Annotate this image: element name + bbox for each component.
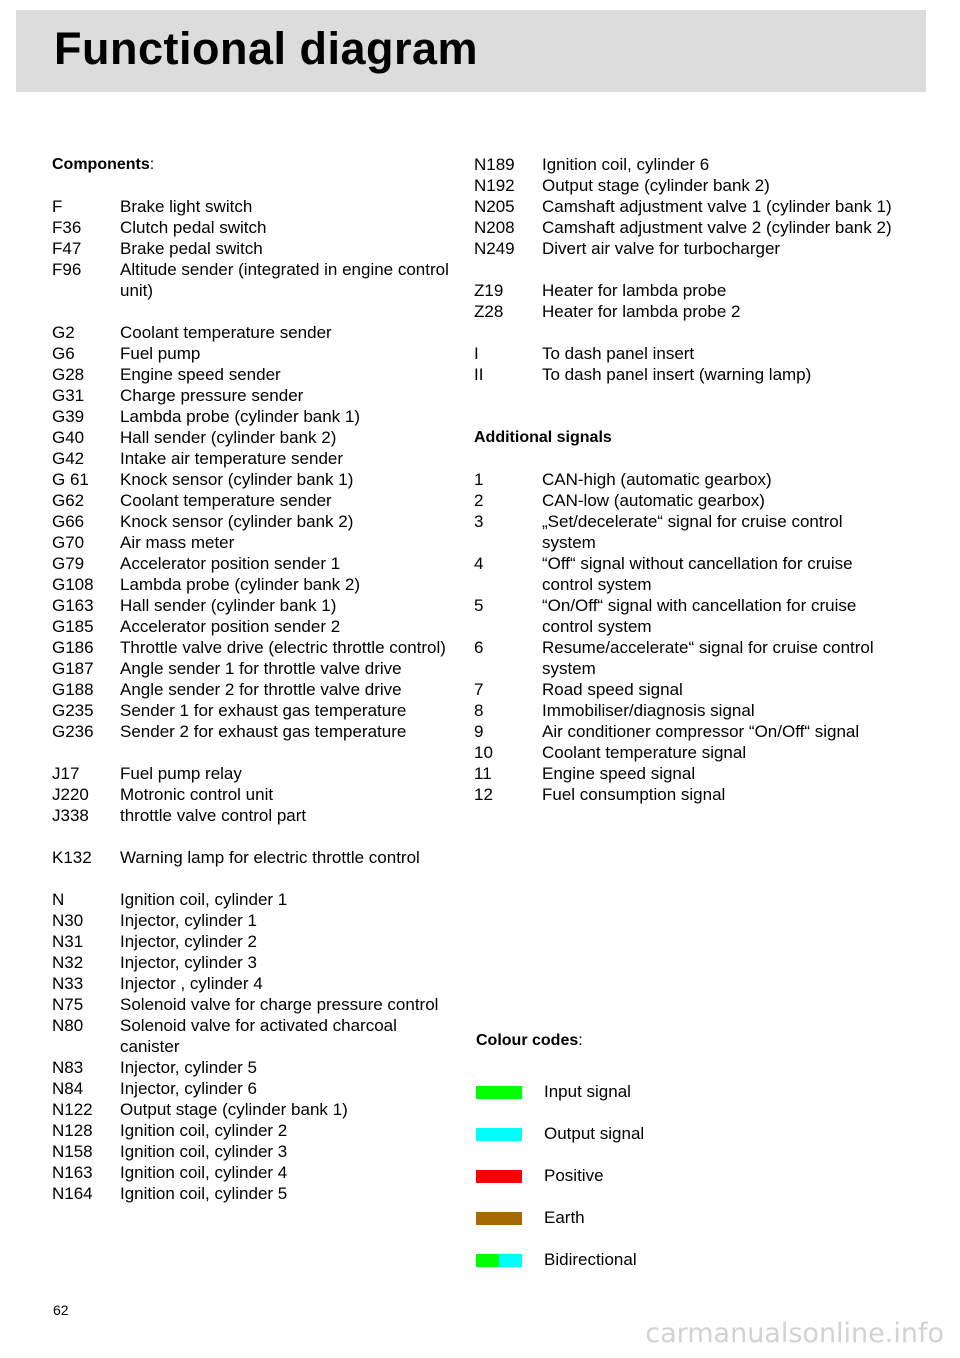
list-item [52, 196, 452, 217]
list-item [52, 1120, 452, 1141]
list-item [52, 1162, 452, 1183]
item-description: Fuel consumption signal [542, 785, 726, 804]
item-code: G187 [52, 659, 94, 678]
item-code: N208 [474, 218, 515, 237]
list-item [52, 847, 452, 868]
colour-code-label: Positive [544, 1166, 604, 1185]
item-description: Injector , cylinder 4 [120, 974, 263, 993]
colour-code-item [476, 1071, 856, 1113]
item-code: G6 [52, 344, 75, 363]
item-description: To dash panel insert [542, 344, 695, 363]
item-description: Injector, cylinder 6 [120, 1079, 258, 1098]
colour-codes-list [476, 1071, 856, 1281]
colour-code-item [476, 1197, 856, 1239]
item-description: Clutch pedal switch [120, 218, 267, 237]
colour-swatch-segment [499, 1254, 522, 1267]
item-code: N33 [52, 974, 84, 993]
item-description: Solenoid valve for charge pressure control [120, 995, 439, 1014]
item-description: Solenoid valve for activated charcoal canister [120, 1016, 397, 1056]
item-description: Brake light switch [120, 197, 253, 216]
colour-swatch [476, 1170, 522, 1183]
list-item [474, 154, 894, 175]
list-item [52, 364, 452, 385]
list-item [474, 196, 894, 217]
page-number: 62 [53, 1302, 69, 1318]
list-item [474, 280, 894, 301]
watermark: carmanualsonline.info [645, 1318, 944, 1349]
item-description: CAN-high (automatic gearbox) [542, 470, 772, 489]
additional-signals-heading: Additional signals [474, 429, 612, 446]
colour-swatch-segment [476, 1086, 522, 1099]
list-item [52, 553, 452, 574]
list-item [52, 406, 452, 427]
list-item [474, 175, 894, 196]
item-code: I [474, 344, 479, 363]
list-item [474, 364, 894, 385]
item-code: N30 [52, 911, 84, 930]
colour-swatch [476, 1128, 522, 1141]
item-code: 4 [474, 554, 484, 573]
list-item [474, 763, 894, 784]
list-item [52, 763, 452, 784]
item-description: Sender 1 for exhaust gas temperature [120, 701, 407, 720]
item-code: 1 [474, 470, 484, 489]
item-description: Ignition coil, cylinder 5 [120, 1184, 288, 1203]
item-code: J220 [52, 785, 89, 804]
item-description: Hall sender (cylinder bank 1) [120, 596, 337, 615]
item-description: Heater for lambda probe 2 [542, 302, 741, 321]
item-description: CAN-low (automatic gearbox) [542, 491, 765, 510]
list-item [474, 742, 894, 763]
item-code: F36 [52, 218, 82, 237]
list-item [52, 238, 452, 259]
colour-codes-heading: Colour codes: [476, 1032, 583, 1049]
item-description: Ignition coil, cylinder 6 [542, 155, 710, 174]
list-item [474, 721, 894, 742]
item-description: Ignition coil, cylinder 1 [120, 890, 288, 909]
item-code: Z28 [474, 302, 504, 321]
list-item [52, 448, 452, 469]
item-code: F47 [52, 239, 82, 258]
list-item [474, 553, 894, 595]
list-item [474, 511, 894, 553]
list-item [52, 427, 452, 448]
list-item [52, 952, 452, 973]
item-description: Brake pedal switch [120, 239, 263, 258]
list-item [52, 217, 452, 238]
colour-code-label: Earth [544, 1208, 585, 1227]
list-item [474, 700, 894, 721]
item-description: Knock sensor (cylinder bank 1) [120, 470, 354, 489]
list-item [474, 784, 894, 805]
item-description: Coolant temperature signal [542, 743, 747, 762]
item-description: Heater for lambda probe [542, 281, 727, 300]
item-code: G70 [52, 533, 85, 552]
additional-signals-list [474, 469, 894, 805]
components-list-right [474, 154, 894, 385]
item-code: N158 [52, 1142, 93, 1161]
list-item [474, 469, 894, 490]
colour-codes-legend [476, 1030, 856, 1281]
item-code: 10 [474, 743, 493, 762]
item-code: 6 [474, 638, 484, 657]
item-code: N32 [52, 953, 84, 972]
item-code: G42 [52, 449, 85, 468]
list-item [52, 679, 452, 700]
item-code: 9 [474, 722, 484, 741]
item-description: Intake air temperature sender [120, 449, 344, 468]
page-title: Functional diagram [54, 23, 479, 74]
item-description: Air mass meter [120, 533, 235, 552]
item-description: To dash panel insert (warning lamp) [542, 365, 812, 384]
list-item [52, 1183, 452, 1204]
item-code: N75 [52, 995, 84, 1014]
item-description: Motronic control unit [120, 785, 274, 804]
item-description: Throttle valve drive (electric throttle control) [120, 638, 446, 657]
item-code: G188 [52, 680, 94, 699]
item-description: Injector, cylinder 3 [120, 953, 258, 972]
item-code: G62 [52, 491, 85, 510]
list-item [52, 1057, 452, 1078]
item-code: II [474, 365, 484, 384]
item-code: N [52, 890, 65, 909]
item-description: Immobiliser/diagnosis signal [542, 701, 755, 720]
item-code: G186 [52, 638, 94, 657]
item-code: G108 [52, 575, 94, 594]
item-code: 5 [474, 596, 484, 615]
list-item [52, 889, 452, 910]
item-code: G185 [52, 617, 94, 636]
title-banner [16, 10, 926, 92]
item-code: 12 [474, 785, 493, 804]
item-code: 8 [474, 701, 484, 720]
item-code: 3 [474, 512, 484, 531]
item-code: G163 [52, 596, 94, 615]
item-code: N128 [52, 1121, 93, 1140]
item-description: Coolant temperature sender [120, 491, 332, 510]
item-code: G235 [52, 701, 94, 720]
item-code: G31 [52, 386, 85, 405]
item-code: 7 [474, 680, 484, 699]
item-description: Warning lamp for electric throttle control [120, 848, 420, 867]
colour-code-item [476, 1239, 856, 1281]
list-item [52, 259, 452, 301]
list-item [52, 616, 452, 637]
list-item [474, 238, 894, 259]
item-description: Accelerator position sender 1 [120, 554, 341, 573]
list-item [52, 1078, 452, 1099]
item-description: Injector, cylinder 1 [120, 911, 258, 930]
list-item [52, 637, 452, 658]
item-code: N84 [52, 1079, 84, 1098]
components-list-left [52, 175, 452, 1204]
item-description: Output stage (cylinder bank 2) [542, 176, 770, 195]
list-item [52, 1141, 452, 1162]
item-code: J338 [52, 806, 89, 825]
item-description: Engine speed sender [120, 365, 281, 384]
item-description: Ignition coil, cylinder 2 [120, 1121, 288, 1140]
item-code: N163 [52, 1163, 93, 1182]
components-column-left [52, 154, 452, 1204]
list-item [474, 637, 894, 679]
components-column-right [474, 154, 894, 805]
item-description: Camshaft adjustment valve 2 (cylinder bank 2) [542, 218, 892, 237]
item-description: Fuel pump relay [120, 764, 242, 783]
list-item [52, 658, 452, 679]
item-code: F [52, 197, 63, 216]
item-description: Divert air valve for turbocharger [542, 239, 781, 258]
list-item [52, 721, 452, 742]
list-item [474, 217, 894, 238]
colour-code-label: Input signal [544, 1082, 631, 1101]
item-code: G79 [52, 554, 85, 573]
list-item [52, 532, 452, 553]
item-code: N83 [52, 1058, 84, 1077]
list-item [52, 805, 452, 826]
item-code: N31 [52, 932, 84, 951]
item-code: N189 [474, 155, 515, 174]
list-item [52, 574, 452, 595]
colour-swatch [476, 1254, 522, 1267]
item-code: K132 [52, 848, 92, 867]
list-item [52, 322, 452, 343]
item-code: N249 [474, 239, 515, 258]
item-code: 11 [474, 764, 492, 783]
item-description: Ignition coil, cylinder 4 [120, 1163, 288, 1182]
list-item [52, 973, 452, 994]
colour-code-label: Output signal [544, 1124, 645, 1143]
colour-swatch [476, 1212, 522, 1225]
item-description: Injector, cylinder 5 [120, 1058, 258, 1077]
list-item [474, 679, 894, 700]
colour-swatch-segment [476, 1170, 522, 1183]
item-description: Resume/accelerate“ signal for cruise control system [542, 638, 874, 678]
item-description: throttle valve control part [120, 806, 307, 825]
item-description: Camshaft adjustment valve 1 (cylinder bank 1) [542, 197, 892, 216]
item-code: N80 [52, 1016, 84, 1035]
item-code: G 61 [52, 470, 89, 489]
list-item [474, 490, 894, 511]
list-item [52, 469, 452, 490]
item-description: Air conditioner compressor “On/Off“ signal [542, 722, 860, 741]
item-description: Coolant temperature sender [120, 323, 332, 342]
list-item [52, 1099, 452, 1120]
colour-swatch-segment [476, 1128, 522, 1141]
item-description: Injector, cylinder 2 [120, 932, 258, 951]
list-item [52, 1015, 452, 1057]
item-description: “On/Off“ signal with cancellation for cruise control system [542, 596, 857, 636]
item-code: G236 [52, 722, 94, 741]
list-item [474, 301, 894, 322]
item-code: Z19 [474, 281, 504, 300]
list-item [52, 931, 452, 952]
list-item [52, 511, 452, 532]
list-item [474, 343, 894, 364]
item-code: J17 [52, 764, 80, 783]
list-item [52, 385, 452, 406]
item-description: Angle sender 2 for throttle valve drive [120, 680, 402, 699]
item-description: Ignition coil, cylinder 3 [120, 1142, 288, 1161]
item-description: Knock sensor (cylinder bank 2) [120, 512, 354, 531]
item-description: Output stage (cylinder bank 1) [120, 1100, 348, 1119]
item-description: “Off“ signal without cancellation for cruise control system [542, 554, 853, 594]
list-item [52, 343, 452, 364]
item-code: N192 [474, 176, 515, 195]
components-heading: Components: [52, 156, 155, 173]
item-code: G39 [52, 407, 85, 426]
item-code: N164 [52, 1184, 93, 1203]
item-description: Lambda probe (cylinder bank 1) [120, 407, 361, 426]
item-description: Sender 2 for exhaust gas temperature [120, 722, 407, 741]
item-code: N205 [474, 197, 515, 216]
list-item [52, 490, 452, 511]
item-description: Road speed signal [542, 680, 683, 699]
item-code: F96 [52, 260, 82, 279]
colour-code-item [476, 1113, 856, 1155]
list-item [52, 595, 452, 616]
colour-swatch-segment [476, 1212, 522, 1225]
list-item [474, 595, 894, 637]
list-item [52, 910, 452, 931]
colour-swatch-segment [476, 1254, 499, 1267]
list-item [52, 784, 452, 805]
item-code: G40 [52, 428, 85, 447]
item-code: G2 [52, 323, 75, 342]
item-description: „Set/decelerate“ signal for cruise control system [542, 512, 843, 552]
colour-code-item [476, 1155, 856, 1197]
item-description: Engine speed signal [542, 764, 696, 783]
item-code: G28 [52, 365, 85, 384]
item-description: Charge pressure sender [120, 386, 304, 405]
colour-swatch [476, 1086, 522, 1099]
item-code: N122 [52, 1100, 93, 1119]
item-description: Hall sender (cylinder bank 2) [120, 428, 337, 447]
item-description: Lambda probe (cylinder bank 2) [120, 575, 361, 594]
item-description: Altitude sender (integrated in engine control unit) [120, 260, 449, 300]
colour-code-label: Bidirectional [544, 1250, 637, 1269]
item-code: G66 [52, 512, 85, 531]
item-description: Accelerator position sender 2 [120, 617, 341, 636]
item-description: Angle sender 1 for throttle valve drive [120, 659, 402, 678]
list-item [52, 994, 452, 1015]
list-item [52, 700, 452, 721]
item-code: 2 [474, 491, 484, 510]
item-description: Fuel pump [120, 344, 201, 363]
